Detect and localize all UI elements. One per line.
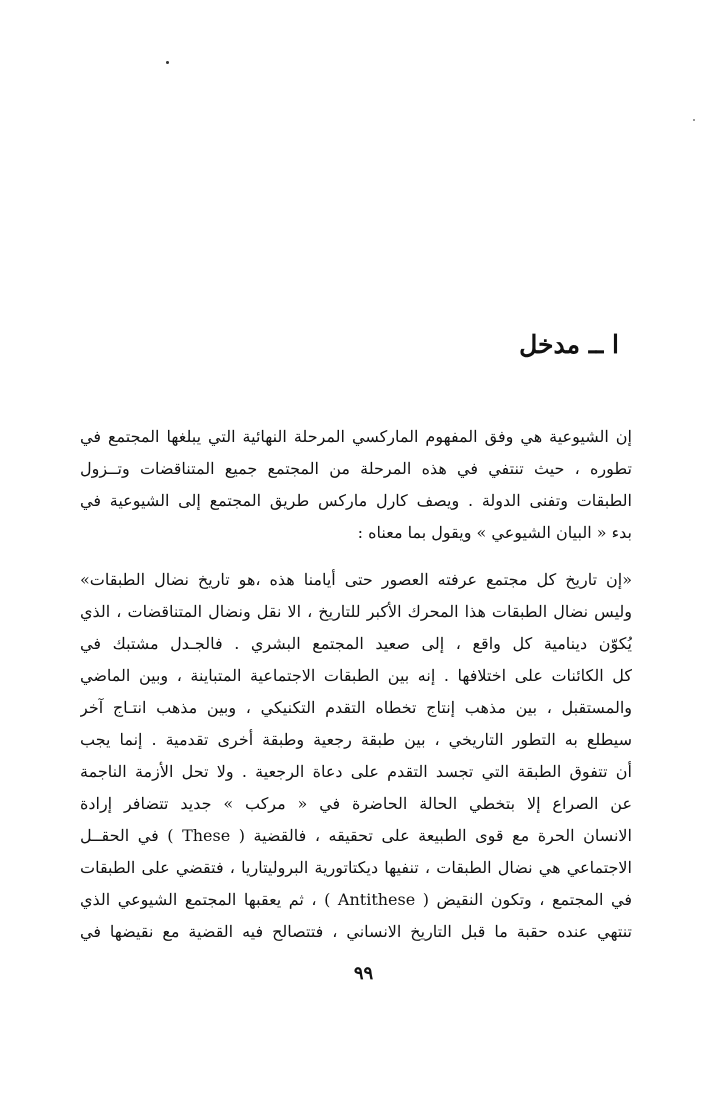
ink-speck — [693, 119, 695, 121]
paragraph-line: تطوره ، حيث تنتفي في هذه المرحلة من المجتمع جميع المتناقضات وتــزول — [80, 459, 632, 478]
paragraph-line: والمستقبل ، بين مذهب إنتاج تخطاه التقدم التكنيكي ، وبين مذهب انتـاج آخر — [80, 698, 632, 717]
paragraph-line: الطبقات وتفنى الدولة . ويصف كارل ماركس طريق المجتمع إلى الشيوعية في — [80, 491, 632, 510]
section-heading: ا ــ مدخل — [519, 330, 619, 359]
page-number: ٩٩ — [353, 963, 374, 984]
paragraph-line: كل الكائنات على اختلافها . إنه بين الطبقات الاجتماعية المتباينة ، وبين الماضي — [80, 666, 632, 685]
quoted-paragraph — [80, 564, 632, 948]
paragraph-line: «إن تاريخ كل مجتمع عرفته العصور حتى أيامنا هذه ،هو تاريخ نضال الطبقات» — [80, 570, 632, 589]
paragraph-line: إن الشيوعية هي وفق المفهوم الماركسي المرحلة النهائية التي يبلغها المجتمع في — [80, 427, 632, 446]
paragraph-line: الاجتماعي هي نضال الطبقات ، تنفيها ديكتاتورية البروليتاريا ، فتقضي على الطبقات — [80, 858, 632, 877]
paragraph-line: سيطلع به التطور التاريخي ، بين طبقة رجعية وطبقة أخرى تقدمية . إنما يجب — [80, 730, 632, 749]
paragraph-line: تنتهي عنده حقبة ما قبل التاريخ الانساني ، فتتصالح فيه القضية مع نقيضها في — [80, 922, 632, 941]
paragraph-line: وليس نضال الطبقات هذا المحرك الأكبر للتاريخ ، الا نقل ونضال المتناقضات ، الذي — [80, 602, 632, 621]
paragraph-line: عن الصراع إلا بتخطي الحالة الحاضرة في « مركب » جديد تتضافر إرادة — [80, 794, 632, 813]
paragraph-line: بدء « البيان الشيوعي » ويقول بما معناه : — [357, 523, 632, 542]
ink-speck — [166, 61, 169, 64]
paragraph-line: يُكوّن دينامية كل واقع ، إلى صعيد المجتمع البشري . فالجـدل مشتبك في — [80, 634, 632, 653]
paragraph-line: في المجتمع ، وتكون النقيض ( Antithese ) ، ثم يعقبها المجتمع الشيوعي الذي — [80, 890, 632, 909]
paragraph-line: أن تتفوق الطبقة التي تجسد التقدم على دعاة الرجعية . ولا تحل الأزمة الناجمة — [80, 762, 632, 781]
intro-paragraph — [80, 421, 632, 549]
paragraph-line: الانسان الحرة مع قوى الطبيعة على تحقيقه ، فالقضية ( These ) في الحقــل — [80, 826, 632, 845]
